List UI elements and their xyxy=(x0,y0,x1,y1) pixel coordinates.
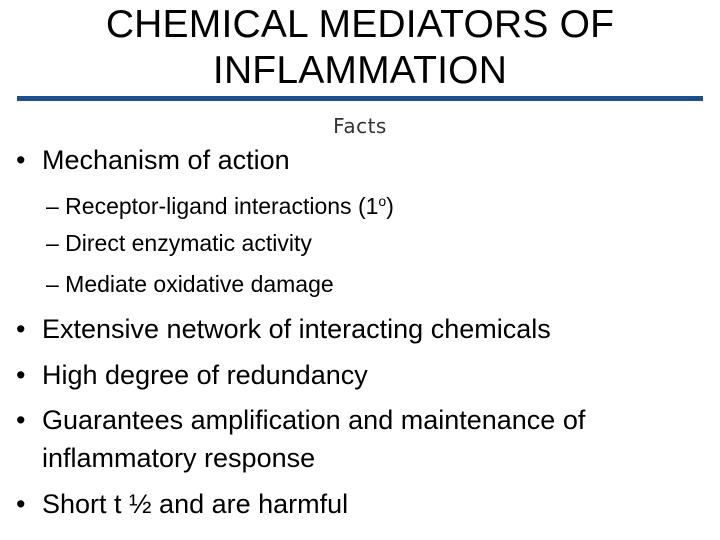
sub-bullet-text-end: ) xyxy=(386,193,394,219)
sub-bullet-oxidative: – Mediate oxidative damage xyxy=(46,271,334,297)
slide-subtitle: Facts xyxy=(333,114,387,138)
slide-title xyxy=(0,2,720,94)
sub-bullet-enzymatic: – Direct enzymatic activity xyxy=(46,230,312,256)
sub-bullet-receptor xyxy=(46,192,394,223)
slide-title-line-2: INFLAMMATION xyxy=(212,49,508,92)
bullet-dot: • xyxy=(16,489,26,519)
bullet-dot: • xyxy=(16,145,26,175)
sub-bullet-text: – Receptor-ligand interactions (1 xyxy=(46,193,379,219)
superscript-degree: o xyxy=(378,193,387,209)
bullet-text-line-1: Guarantees amplification and maintenance of xyxy=(42,405,586,435)
bullet-text: Mechanism of action xyxy=(42,145,290,175)
bullet-text: Extensive network of interacting chemicals xyxy=(42,314,551,344)
bullet-text-line-2: inflammatory response xyxy=(42,443,316,473)
slide-title-line-1: CHEMICAL MEDIATORS OF xyxy=(105,3,615,46)
bullet-dot: • xyxy=(16,405,26,435)
bullet-dot: • xyxy=(16,360,26,390)
bullet-text: Short t ½ and are harmful xyxy=(42,489,349,519)
bullet-dot: • xyxy=(16,314,26,344)
title-divider xyxy=(17,96,703,101)
bullet-text: High degree of redundancy xyxy=(42,360,368,390)
